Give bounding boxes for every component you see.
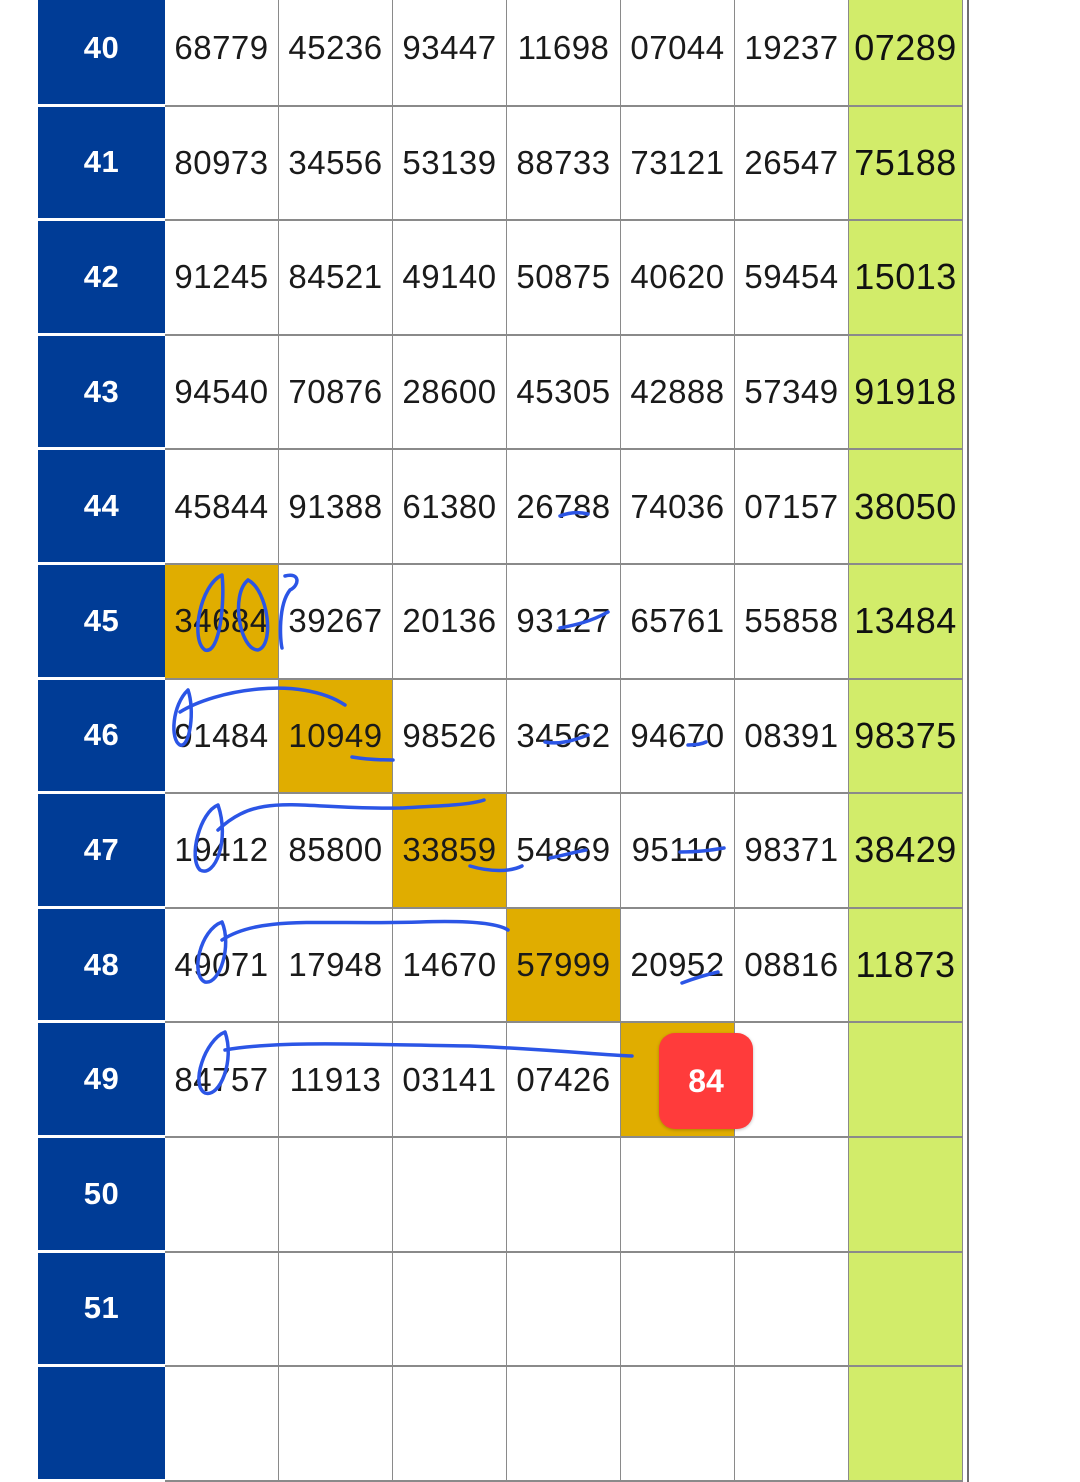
number-cell: 07157 (735, 450, 849, 565)
number-cell: 84521 (279, 221, 393, 336)
number-cell (393, 1367, 507, 1482)
number-cell: 40620 (621, 221, 735, 336)
number-cell (165, 1367, 279, 1482)
number-cell (393, 1138, 507, 1253)
number-cell: 26788 (507, 450, 621, 565)
number-cell: 45236 (279, 0, 393, 107)
row-number: 44 (38, 450, 165, 565)
number-cell: 84757 (165, 1023, 279, 1138)
prediction-badge[interactable]: 84 (659, 1033, 753, 1129)
number-cell: 59454 (735, 221, 849, 336)
number-cell: 08391 (735, 680, 849, 795)
number-cell: 20136 (393, 565, 507, 680)
number-cell: 88733 (507, 107, 621, 222)
number-cell (507, 1138, 621, 1253)
result-cell (849, 1138, 963, 1253)
row-number: 43 (38, 336, 165, 451)
number-cell: 42888 (621, 336, 735, 451)
number-cell: 50875 (507, 221, 621, 336)
result-cell: 38050 (849, 450, 963, 565)
number-cell: 07426 (507, 1023, 621, 1138)
row-number: 42 (38, 221, 165, 336)
number-cell (621, 1253, 735, 1368)
number-cell: 98371 (735, 794, 849, 909)
row-number: 40 (38, 0, 165, 107)
number-cell (735, 1253, 849, 1368)
number-cell: 17948 (279, 909, 393, 1024)
number-cell: 95110 (621, 794, 735, 909)
number-chart-table (38, 0, 969, 1482)
number-cell: 34556 (279, 107, 393, 222)
number-cell: 70876 (279, 336, 393, 451)
number-cell: 55858 (735, 565, 849, 680)
row-number (38, 1367, 165, 1482)
row-number: 46 (38, 680, 165, 795)
result-cell (849, 1253, 963, 1368)
row-number: 49 (38, 1023, 165, 1138)
number-cell: 10949 (279, 680, 393, 795)
number-cell: 49140 (393, 221, 507, 336)
number-cell: 54869 (507, 794, 621, 909)
number-cell: 80973 (165, 107, 279, 222)
number-cell: 57999 (507, 909, 621, 1024)
number-cell: 14670 (393, 909, 507, 1024)
number-cell: 91245 (165, 221, 279, 336)
number-cell (507, 1367, 621, 1482)
number-cell: 91388 (279, 450, 393, 565)
result-cell: 07289 (849, 0, 963, 107)
number-cell: 57349 (735, 336, 849, 451)
number-cell: 49071 (165, 909, 279, 1024)
number-cell (735, 1138, 849, 1253)
number-cell: 07044 (621, 0, 735, 107)
number-cell: 26547 (735, 107, 849, 222)
number-cell (393, 1253, 507, 1368)
number-cell: 33859 (393, 794, 507, 909)
result-cell: 11873 (849, 909, 963, 1024)
number-cell: 34684 (165, 565, 279, 680)
number-cell: 08816 (735, 909, 849, 1024)
number-cell: 61380 (393, 450, 507, 565)
number-cell: 93127 (507, 565, 621, 680)
number-cell: 65761 (621, 565, 735, 680)
row-number: 47 (38, 794, 165, 909)
result-cell: 91918 (849, 336, 963, 451)
number-cell (507, 1253, 621, 1368)
result-cell (849, 1367, 963, 1482)
row-number: 51 (38, 1253, 165, 1368)
number-cell: 28600 (393, 336, 507, 451)
number-cell: 68779 (165, 0, 279, 107)
number-cell: 19237 (735, 0, 849, 107)
number-cell: 74036 (621, 450, 735, 565)
number-cell: 11913 (279, 1023, 393, 1138)
number-cell: 85800 (279, 794, 393, 909)
number-cell: 45305 (507, 336, 621, 451)
number-cell: 94670 (621, 680, 735, 795)
result-cell: 98375 (849, 680, 963, 795)
result-cell: 38429 (849, 794, 963, 909)
number-cell: 91484 (165, 680, 279, 795)
number-cell (621, 1367, 735, 1482)
row-number: 48 (38, 909, 165, 1024)
result-cell: 15013 (849, 221, 963, 336)
number-cell: 53139 (393, 107, 507, 222)
number-cell: 34562 (507, 680, 621, 795)
number-cell: 93447 (393, 0, 507, 107)
number-cell: 20952 (621, 909, 735, 1024)
number-cell (621, 1138, 735, 1253)
number-cell (279, 1138, 393, 1253)
number-cell (165, 1138, 279, 1253)
number-cell (279, 1253, 393, 1368)
number-cell (165, 1253, 279, 1368)
result-cell: 75188 (849, 107, 963, 222)
number-cell (279, 1367, 393, 1482)
result-cell (849, 1023, 963, 1138)
number-cell: 73121 (621, 107, 735, 222)
number-cell: 94540 (165, 336, 279, 451)
number-cell: 39267 (279, 565, 393, 680)
row-number: 45 (38, 565, 165, 680)
row-number: 50 (38, 1138, 165, 1253)
number-cell (735, 1367, 849, 1482)
number-cell: 45844 (165, 450, 279, 565)
number-cell: 03141 (393, 1023, 507, 1138)
row-number: 41 (38, 107, 165, 222)
number-cell: 11698 (507, 0, 621, 107)
result-cell: 13484 (849, 565, 963, 680)
number-cell: 19412 (165, 794, 279, 909)
number-cell: 98526 (393, 680, 507, 795)
